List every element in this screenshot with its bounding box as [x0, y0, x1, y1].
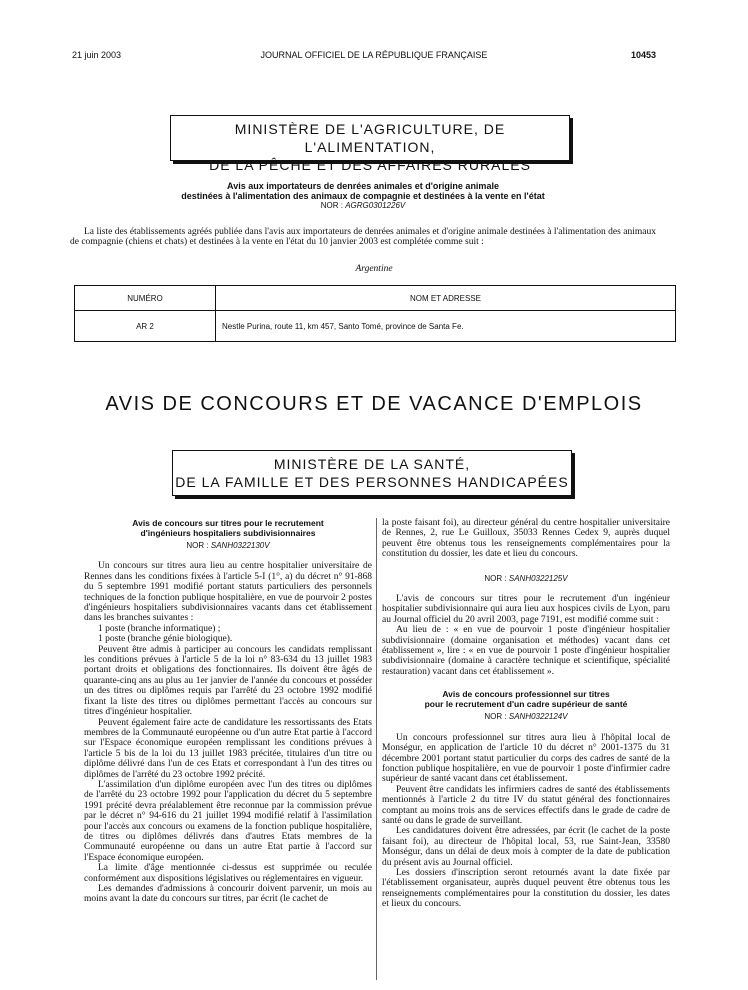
nor-label: NOR : [186, 541, 209, 550]
paragraph: Peuvent être candidats les infirmiers cadres de santé des établissements mentionnés à l'article 2 du titre IV du statut général des fonctionnaires comptant au moins trois ans de services effectifs dans le grade de cadre de santé ou dans le grade de surveillant. [382, 784, 670, 826]
avis-importateurs-heading [70, 181, 656, 211]
nor-code: SANH0322130V [210, 541, 270, 550]
ministry-sante-box [172, 450, 572, 496]
header-date: 21 juin 2003 [72, 50, 122, 60]
paragraph: Les dossiers d'inscription seront retournés avant la date fixée par l'établissement organisateur, auprès duquel peuvent être obtenus tous les renseignements complémentaires pour la constitution du dossier, les dates et lieux du concours. [382, 867, 670, 910]
avis-title-line-2: destinées à l'alimentation des animaux de compagnie et destinées à la vente en l'état [181, 191, 545, 201]
table-header-nom-adresse: NOM ET ADRESSE [216, 286, 676, 311]
avis-nor [70, 201, 656, 211]
ministry-agriculture-box [170, 115, 570, 173]
paragraph: Un concours sur titres aura lieu au centre hospitalier universitaire de Rennes dans les conditions fixées à l'article 5-I (1°, a) du décret n° 91-868 du 5 septembre 1991 modifié portant statuts particuliers des personnels techniques de la fonction publique hospitalière, en vue de pourvoir 2 postes d'ingénieurs hospitaliers subdivisionnaires vacants dans cet établissement dans les branches suivantes : [84, 561, 372, 624]
table-header-row [75, 286, 676, 311]
section-title: AVIS DE CONCOURS ET DE VACANCE D'EMPLOIS [105, 393, 643, 415]
concours-ingenieurs-title-2: d'ingénieurs hospitaliers subdivisionnaires [140, 528, 316, 538]
concours-cadre-title-2: pour le recrutement d'un cadre supérieur de santé [424, 699, 628, 710]
paragraph: Les demandes d'admissions à concourir doivent parvenir, un mois au moins avant la date du concours sur titres, par écrit (le cachet de [84, 884, 372, 905]
concours-cadre-nor [382, 712, 670, 722]
table-row [75, 311, 676, 342]
nor-label: NOR : [320, 201, 343, 210]
nor-label: NOR : [484, 573, 507, 583]
nor-code: SANH0322124V [508, 712, 568, 722]
ministry-line-2: DE LA PÊCHE ET DES AFFAIRES RURALES [209, 157, 531, 173]
concours-ingenieurs-nor [84, 541, 372, 551]
header-journal-title: JOURNAL OFFICIEL DE LA RÉPUBLIQUE FRANÇAISE [260, 50, 488, 60]
table-cell-numero: AR 2 [75, 311, 216, 342]
ministry-line-1: MINISTÈRE DE LA SANTÉ, [273, 456, 471, 472]
establishment-table [74, 285, 676, 342]
concours-cadre-title-1: Avis de concours professionnel sur titres [442, 689, 610, 700]
list-item: 1 poste (branche informatique) ; [98, 623, 221, 634]
paragraph: la poste faisant foi), au directeur général du centre hospitalier universitaire de Rennes, 2, rue Le Guilloux, 35033 Rennes Cedex 9, auprès duquel peuvent être obtenus tous les renseignements complémentaires pour la constitution du dossier, les date et lieu du concours. [382, 518, 670, 560]
paragraph: Peuvent également faire acte de candidature les ressortissants des Etats membres de la Communauté européenne ou d'un autre Etat partie à l'accord sur l'Espace économique européen remplissant les conditions prévues à l'article 5 bis de la loi du 13 juillet 1983 précitée, titulaires d'un titre ou diplôme délivré dans l'un de ces Etats et correspondant à l'un des titres ou diplômes de l'arrêté du 23 octobre 1992 précité. [84, 717, 372, 780]
list-item: 1 poste (branche génie biologique). [98, 634, 233, 645]
nor-code: SANH0322125V [508, 573, 568, 583]
modification-nor [382, 574, 670, 584]
right-column [382, 518, 670, 910]
paragraph: Les candidatures doivent être adressées, par écrit (le cachet de la poste faisant foi), au directeur de l'hôpital local, 53, rue Saint-Jean, 33580 Monségur, dans un délai de deux mois à compter de la date de publication du présent avis au Journal officiel. [382, 826, 670, 868]
header-page-number: 10453 [630, 50, 656, 60]
ministry-line-2: DE LA FAMILLE ET DES PERSONNES HANDICAPÉES [175, 474, 569, 490]
left-column [84, 518, 372, 905]
paragraph: Au lieu de : « en vue de pourvoir 1 poste d'ingénieur hospitalier subdivisionnaire (domaine organisation et méthodes) vacant dans cet établissement », lire : « en vue de pourvoir 1 poste d'ingénieur hospitalier subdivisionnaire (domaine à caractère technique et scientifique, spécialité restauration) vacant dans cet établissement ». [382, 625, 670, 677]
ministry-line-1: MINISTÈRE DE L'AGRICULTURE, DE L'ALIMENTATION, [234, 121, 506, 155]
paragraph: L'assimilation d'un diplôme européen avec l'un des titres ou diplômes de l'arrêté du 23 octobre 1992 pour l'application du décret du 5 septembre 1991 précité devra préalablement être reconnue par la commission prévue par le décret n° 94-616 du 21 juillet 1994 modifié relatif à l'assimilation pour l'accès aux concours ou examens de la fonction publique hospitalière, de titres ou diplômes délivrés dans d'autres Etats membres de la Communauté européenne ou dans un autre Etat partie à l'accord sur l'Espace économique européen. [84, 779, 372, 863]
nor-label: NOR : [484, 712, 507, 722]
concours-ingenieurs-title-1: Avis de concours sur titres pour le recrutement [132, 518, 324, 528]
table-cell-nom-adresse: Nestle Purina, route 11, km 457, Santo Tomé, province de Santa Fe. [216, 311, 676, 342]
nor-code: AGRG0301226V [345, 201, 406, 210]
paragraph: L'avis de concours sur titres pour le recrutement d'un ingénieur hospitalier subdivisionnaire qui aura lieu aux hospices civils de Lyon, paru au Journal officiel du 20 avril 2003, page 7191, est modifié comme suit : [382, 594, 670, 625]
avis-intro-paragraph: La liste des établissements agréés publiée dans l'avis aux importateurs de denrées animales et d'origine animale destinées à l'alimentation des animaux de compagnie (chiens et chats) et destinées à la vente en l'état du 10 janvier 2003 est complétée comme suit : [70, 227, 656, 247]
avis-title-line-1: Avis aux importateurs de denrées animales et d'origine animale [227, 181, 499, 191]
country-heading: Argentine [355, 264, 393, 274]
paragraph: La limite d'âge mentionnée ci-dessus est supprimée ou reculée conformément aux dispositions législatives ou réglementaires en vigueur. [84, 863, 372, 884]
paragraph: Peuvent être admis à participer au concours les candidats remplissant les conditions prévues à l'article 5 de la loi n° 83-634 du 13 juillet 1983 portant droits et obligations des fonctionnaires. Ils doivent être âgés de quarante-cinq ans au plus au 1er janvier de l'année du concours et posséder un des titres ou diplômes requis par l'arrêté du 23 octobre 1992 modifié fixant la liste des titres ou diplômes permettant l'accès au concours sur titres d'ingénieur hospitalier. [84, 644, 372, 718]
table-header-numero: NUMÉRO [75, 286, 216, 311]
column-divider [376, 518, 377, 980]
paragraph: Un concours professionnel sur titres aura lieu à l'hôpital local de Monségur, en application de l'article 10 du décret n° 2001-1375 du 31 décembre 2001 portant statut particulier du corps des cadres de santé de la fonction publique hospitalière, en vue de pourvoir 1 poste d'infirmier cadre supérieur de santé vacant dans cet établissement. [382, 732, 670, 785]
